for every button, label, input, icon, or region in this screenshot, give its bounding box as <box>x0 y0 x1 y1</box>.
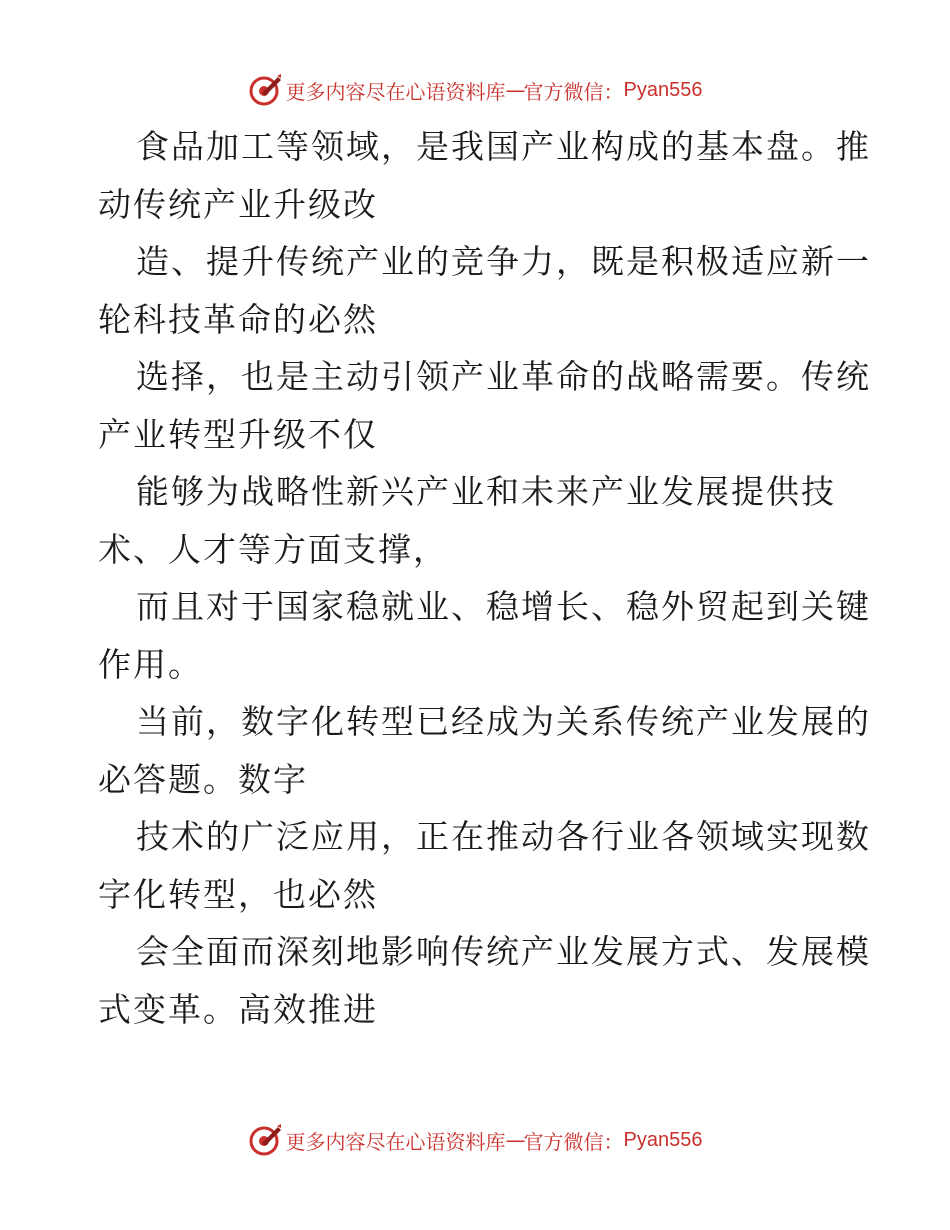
pen-circle-logo-icon <box>248 1123 282 1157</box>
banner-wechat-id: Pyan556 <box>623 1128 703 1151</box>
paragraph-line: 技术的广泛应用，正在推动各行业各领域实现数 <box>136 817 871 856</box>
pen-circle-logo-icon <box>248 73 282 107</box>
paragraph-line: 食品加工等领域，是我国产业构成的基本盘。推 <box>136 127 871 166</box>
paragraph-line: 字化转型，也必然 <box>98 874 378 914</box>
paragraph-line: 动传统产业升级改 <box>98 184 378 224</box>
paragraph-line: 作用。 <box>98 644 203 684</box>
banner-text: 更多内容尽在心语资料库 <box>285 1129 506 1154</box>
footer-banner <box>0 1120 950 1160</box>
banner-dash: — <box>505 1128 524 1152</box>
paragraph-line: 式变革。高效推进 <box>98 989 378 1029</box>
banner-text: 更多内容尽在心语资料库 <box>285 79 506 104</box>
paragraph <box>98 348 871 463</box>
paragraph-line: 产业转型升级不仅 <box>98 414 378 454</box>
paragraph <box>98 118 871 233</box>
paragraph <box>98 578 871 693</box>
paragraph-line: 术、人才等方面支撑， <box>98 529 448 569</box>
paragraph-line: 轮科技革命的必然 <box>98 299 378 339</box>
paragraph-line: 会全面而深刻地影响传统产业发展方式、发展模 <box>136 932 871 971</box>
paragraph-line: 当前，数字化转型已经成为关系传统产业发展的 <box>136 702 871 741</box>
paragraph <box>98 923 871 1038</box>
banner-dash: — <box>505 78 524 102</box>
paragraph-line: 而且对于国家稳就业、稳增长、稳外贸起到关键 <box>136 587 871 626</box>
document-body <box>98 118 871 1038</box>
header-banner <box>0 70 950 110</box>
paragraph-line: 造、提升传统产业的竞争力，既是积极适应新一 <box>136 242 871 281</box>
paragraph-line: 能够为战略性新兴产业和未来产业发展提供技 <box>136 472 836 511</box>
paragraph-line: 选择，也是主动引领产业革命的战略需要。传统 <box>136 357 871 396</box>
paragraph <box>98 808 871 923</box>
paragraph-line: 必答题。数字 <box>98 759 308 799</box>
banner-wechat-id: Pyan556 <box>623 78 703 101</box>
paragraph <box>98 693 871 808</box>
banner-official-label: 官方微信： <box>523 1129 624 1154</box>
paragraph <box>98 463 858 578</box>
banner-official-label: 官方微信： <box>523 79 624 104</box>
paragraph <box>98 233 871 348</box>
